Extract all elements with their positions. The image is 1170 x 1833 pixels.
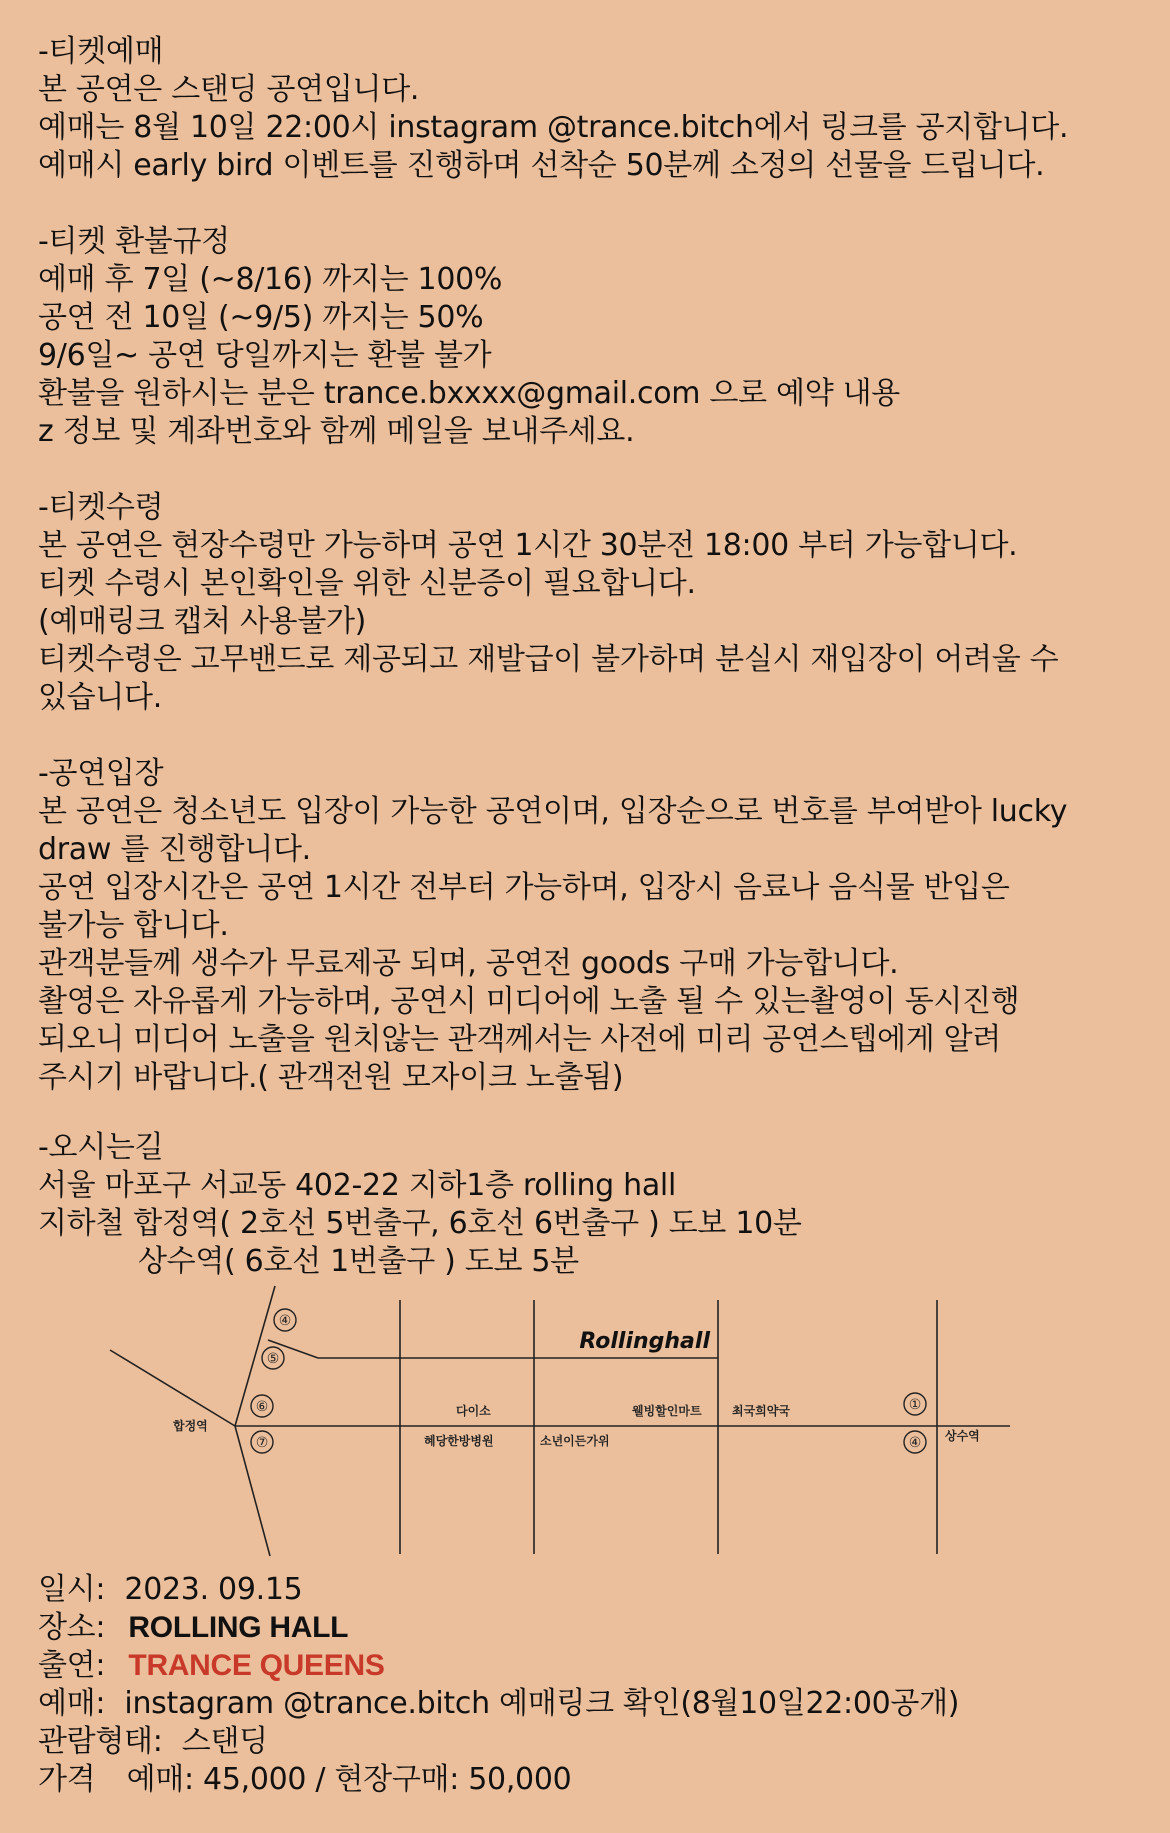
exit-number: ④ (278, 1313, 292, 1329)
entry-line: 주시기 바랍니다.( 관객전원 모자이크 노출됨) (38, 1060, 624, 1095)
map-place: 최국희약국 (732, 1404, 790, 1418)
directions-heading: -오시는길 (38, 1130, 164, 1165)
cast-value: TRANCE QUEENS (128, 1649, 385, 1682)
pickup-line: 본 공연은 현장수령만 가능하며 공연 1시간 30분전 18:00 부터 가능합니다. (38, 528, 1018, 563)
info-date (38, 1571, 1158, 1609)
cast-label: 출연: (38, 1648, 106, 1683)
map-place: 웰빙할인마트 (632, 1404, 702, 1418)
map-road (110, 1350, 235, 1426)
date-value: 2023. 09.15 (124, 1572, 303, 1607)
pickup-line: 있습니다. (38, 680, 162, 715)
ticket-sale-heading: -티켓예매 (38, 34, 164, 69)
refund-line: 공연 전 10일 (~9/5) 까지는 50% (38, 300, 484, 335)
sale-value: instagram @trance.bitch 예매링크 확인(8월10일22:00공개) (124, 1686, 960, 1721)
exit-number: ⑦ (255, 1435, 269, 1451)
info-cast (38, 1647, 1158, 1685)
station-label-sangsu: 상수역 (945, 1429, 980, 1443)
pickup-line: 티켓 수령시 본인확인을 위한 신분증이 필요합니다. (38, 566, 696, 601)
refund-line: z 정보 및 계좌번호와 함께 메일을 보내주세요. (38, 414, 635, 449)
directions-line: 서울 마포구 서교동 402-22 지하1층 rolling hall (38, 1168, 677, 1203)
info-price (38, 1761, 1158, 1799)
info-venue (38, 1609, 1158, 1647)
entry-line: 불가능 합니다. (38, 908, 229, 943)
map-place: 혜당한방병원 (424, 1434, 494, 1448)
info-sale (38, 1685, 1158, 1723)
refund-line: 환불을 원하시는 분은 trance.bxxxx@gmail.com 으로 예약 내용 (38, 376, 900, 411)
venue-value: ROLLING HALL (128, 1611, 349, 1644)
map-place: 소년이든가위 (540, 1434, 610, 1448)
sale-label: 예매: (38, 1686, 106, 1721)
ticket-sale-line: 예매는 8월 10일 22:00시 instagram @trance.bitch에서 링크를 공지합니다. (38, 110, 1069, 145)
venue-label: 장소: (38, 1610, 106, 1645)
pickup-heading: -티켓수령 (38, 490, 164, 525)
refund-heading: -티켓 환불규정 (38, 224, 230, 259)
ticket-sale-line: 예매시 early bird 이벤트를 진행하며 선착순 50분께 소정의 선물을 드립니다. (38, 148, 1045, 183)
entry-line: draw 를 진행합니다. (38, 832, 311, 867)
exit-number: ⑥ (255, 1399, 269, 1415)
info-type (38, 1723, 1158, 1761)
refund-line: 예매 후 7일 (~8/16) 까지는 100% (38, 262, 503, 297)
entry-line: 되오니 미디어 노출을 원치않는 관객께서는 사전에 미리 공연스텝에게 알려 (38, 1022, 1001, 1057)
venue-map-label: Rollinghall (579, 1329, 710, 1354)
exit-number: ④ (908, 1435, 922, 1451)
date-label: 일시: (38, 1572, 106, 1607)
exit-number: ⑤ (266, 1351, 280, 1367)
entry-line: 본 공연은 청소년도 입장이 가능한 공연이며, 입장순으로 번호를 부여받아 lucky (38, 794, 1068, 829)
ticket-sale-line: 본 공연은 스탠딩 공연입니다. (38, 72, 420, 107)
entry-heading: -공연입장 (38, 756, 164, 791)
entry-line: 공연 입장시간은 공연 1시간 전부터 가능하며, 입장시 음료나 음식물 반입은 (38, 870, 1010, 905)
entry-line: 관객분들께 생수가 무료제공 되며, 공연전 goods 구매 가능합니다. (38, 946, 899, 981)
type-value: 스탠딩 (181, 1724, 268, 1759)
location-map (0, 1270, 1170, 1570)
map-place: 다이소 (456, 1404, 491, 1418)
station-label-hapjeong: 합정역 (173, 1419, 208, 1433)
type-label: 관람형태: (38, 1724, 163, 1759)
directions-line: 지하철 합정역( 2호선 5번출구, 6호선 6번출구 ) 도보 10분 (38, 1206, 802, 1241)
refund-line: 9/6일~ 공연 당일까지는 환불 불가 (38, 338, 492, 373)
exit-number: ① (908, 1397, 922, 1413)
pickup-line: 티켓수령은 고무밴드로 제공되고 재발급이 불가하며 분실시 재입장이 어려울 수 (38, 642, 1059, 677)
pickup-line: (예매링크 캡처 사용불가) (38, 604, 367, 639)
price-label: 가격 (38, 1762, 96, 1797)
price-value: 예매: 45,000 / 현장구매: 50,000 (126, 1762, 572, 1797)
entry-line: 촬영은 자유롭게 가능하며, 공연시 미디어에 노출 될 수 있는촬영이 동시진행 (38, 984, 1020, 1019)
directions-line: 상수역( 6호선 1번출구 ) 도보 5분 (138, 1244, 579, 1279)
